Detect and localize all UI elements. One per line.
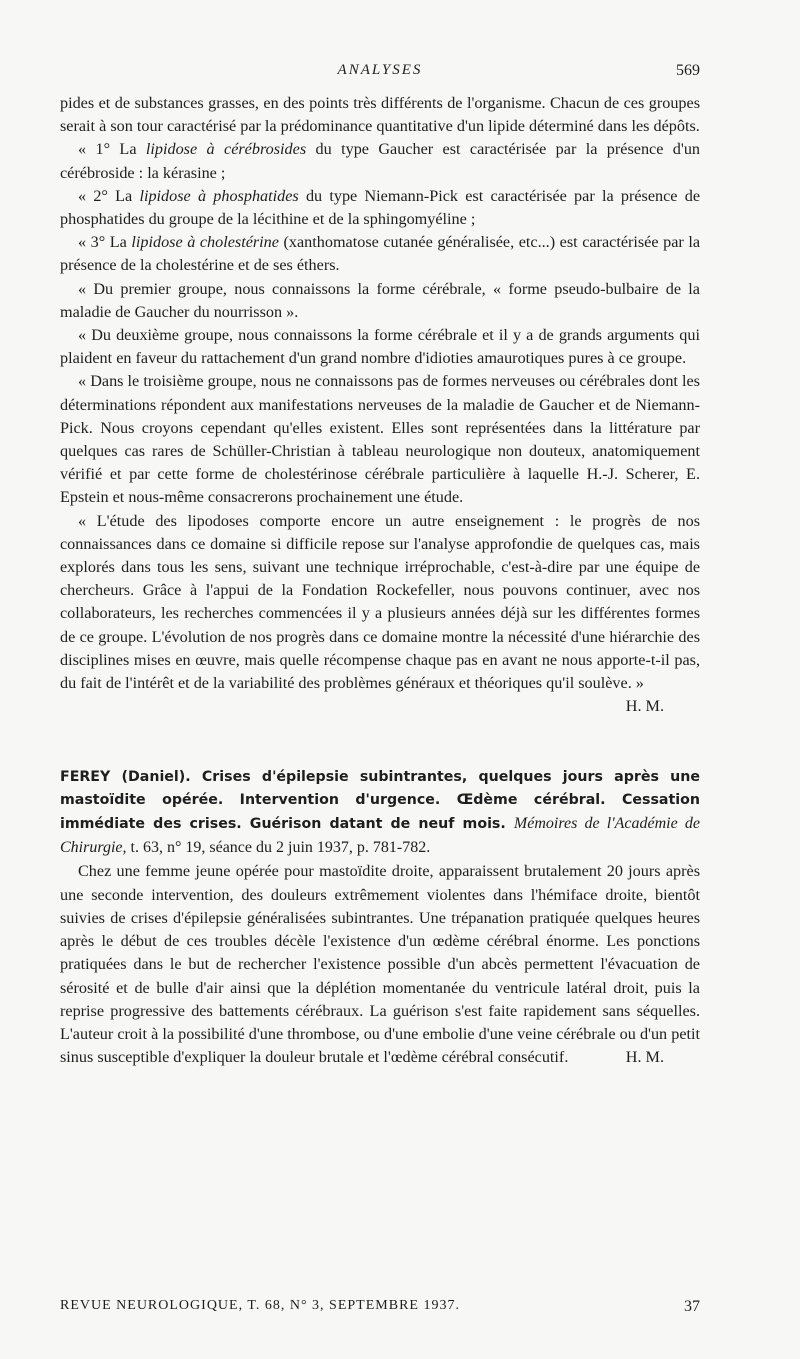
paragraph: « Du premier groupe, nous connaissons la forme cérébrale, « forme pseudo-bulbaire de la maladie de Gaucher du nourrisson ». <box>60 279 700 321</box>
page-footer <box>60 1298 700 1320</box>
signature: H. M. <box>625 1048 664 1067</box>
summary-text: Chez une femme jeune opérée pour mastoïdite droite, apparaissent brutalement 20 jours après une seconde intervention, des douleurs extrêmement violentes dans l'hémiface droite, bientôt suivies de crises d'épilepsie généralisées subintrantes. Une trépanation pratiquée quelques heures après le début de ces troubles décèle l'existence d'un œdème cérébral énorme. Les ponctions pratiquées dans le but de rechercher l'existence possible d'un abcès permettent l'évacuation de sérosité et de bulle d'air ainsi que la déplétion momentanée du ventricule latéral droit, puis la reprise progressive des battements cérébraux. La guérison s'est faite rapidement sans séquelles. L'auteur croit à la possibilité d'une thrombose, ou d'une embolie d'une veine cérébrale ou d'un petit sinus susceptible d'expliquer la douleur brutale et l'œdème cérébral consécutif. <box>60 862 700 1067</box>
article-title: FEREY (Daniel). Crises d'épilepsie subintrantes, quelques jours après une mastoïdite opérée. Intervention d'urgence. Œdème cérébral. Cessation immédiate des crises. Guérison datant de neuf mois. <box>60 769 700 833</box>
italic-term: lipidose à phosphatides <box>139 186 299 205</box>
paragraph <box>60 231 700 277</box>
page-body <box>60 92 700 1069</box>
text-run: du type Gaucher est caractérisée par la présence d'un cérébroside : la kérasine ; <box>60 140 701 182</box>
text-run: « 1° La <box>78 140 146 159</box>
article-lipidoses <box>60 92 700 718</box>
article-ferey <box>60 766 700 1069</box>
paragraph <box>60 138 700 184</box>
signature: H. M. <box>625 697 664 716</box>
article-summary <box>60 860 700 1069</box>
paragraph: « Du deuxième groupe, nous connaissons la forme cérébrale et il y a de grands arguments qui plaident en faveur du rattachement d'un grand nombre d'idioties amaurotiques pures à ce groupe. <box>60 326 700 368</box>
footer-journal: REVUE NEUROLOGIQUE, T. 68, N° 3, SEPTEMBRE 1937. <box>60 1298 460 1313</box>
journal-name: Mémoires de l'Académie de Chirurgie, <box>60 815 700 857</box>
text-run: « 3° La <box>78 233 132 252</box>
footer-page-number: 37 <box>684 1298 700 1315</box>
running-title: ANALYSES <box>337 62 423 78</box>
text-run: (xanthomatose cutanée généralisée, etc...) est caractérisée par la présence de la cholestérine et de ses éthers. <box>60 233 701 275</box>
article-heading <box>60 766 700 860</box>
running-header <box>60 62 700 84</box>
text-run: du type Niemann-Pick est caractérisée par la présence de phosphatides du groupe de la lécithine et de la sphingomyéline ; <box>60 186 700 229</box>
italic-term: lipidose à cholestérine <box>131 233 279 252</box>
reference-details: t. 63, n° 19, séance du 2 juin 1937, p. 781-782. <box>130 839 431 857</box>
paragraph: « Dans le troisième groupe, nous ne connaissons pas de formes nerveuses ou cérébrales dont les déterminations répondent aux manifestations nerveuses de la maladie de Gaucher et de Niemann-Pick. Nous croyons cependant qu'elles existent. Elles sont représentées dans la littérature par quelques cas rares de Schüller-Christian à tableau neurologique non douteux, anatomiquement vérifié et par cette forme de cholestérinose cérébrale particulière à laquelle H.-J. Scherer, E. Epstein et nous-même consacrerons prochainement une étude. <box>60 372 700 507</box>
paragraph: pides et de substances grasses, en des points très différents de l'organisme. Chacun de ces groupes serait à son tour caractérisé par la prédominance quantitative d'un lipide déterminé dans les dépôts. <box>60 94 700 136</box>
paragraph: « L'étude des lipodoses comporte encore un autre enseignement : le progrès de nos connaissances dans ce domaine si difficile repose sur l'analyse approfondie de quelques cas, mais explorés dans tous les sens, suivant une technique irréprochable, c'est-à-dire par une équipe de chercheurs. Grâce à l'appui de la Fondation Rockefeller, nous pouvons continuer, avec nos collaborateurs, les recherches commencées il y a plusieurs années déjà sur les différentes formes de ce groupe. L'évolution de nos progrès dans ce domaine montre la nécessité d'une hiérarchie des disciplines mises en œuvre, mais quelle récompense chaque pas en avant ne nous apporte-t-il pas, du fait de l'intérêt et de la variabilité des problèmes généraux et théoriques qu'il soulève. » <box>60 511 700 693</box>
paragraph <box>60 185 700 231</box>
text-run: « 2° La <box>78 186 140 205</box>
italic-term: lipidose à cérébrosides <box>145 140 307 159</box>
page-number: 569 <box>676 62 700 79</box>
